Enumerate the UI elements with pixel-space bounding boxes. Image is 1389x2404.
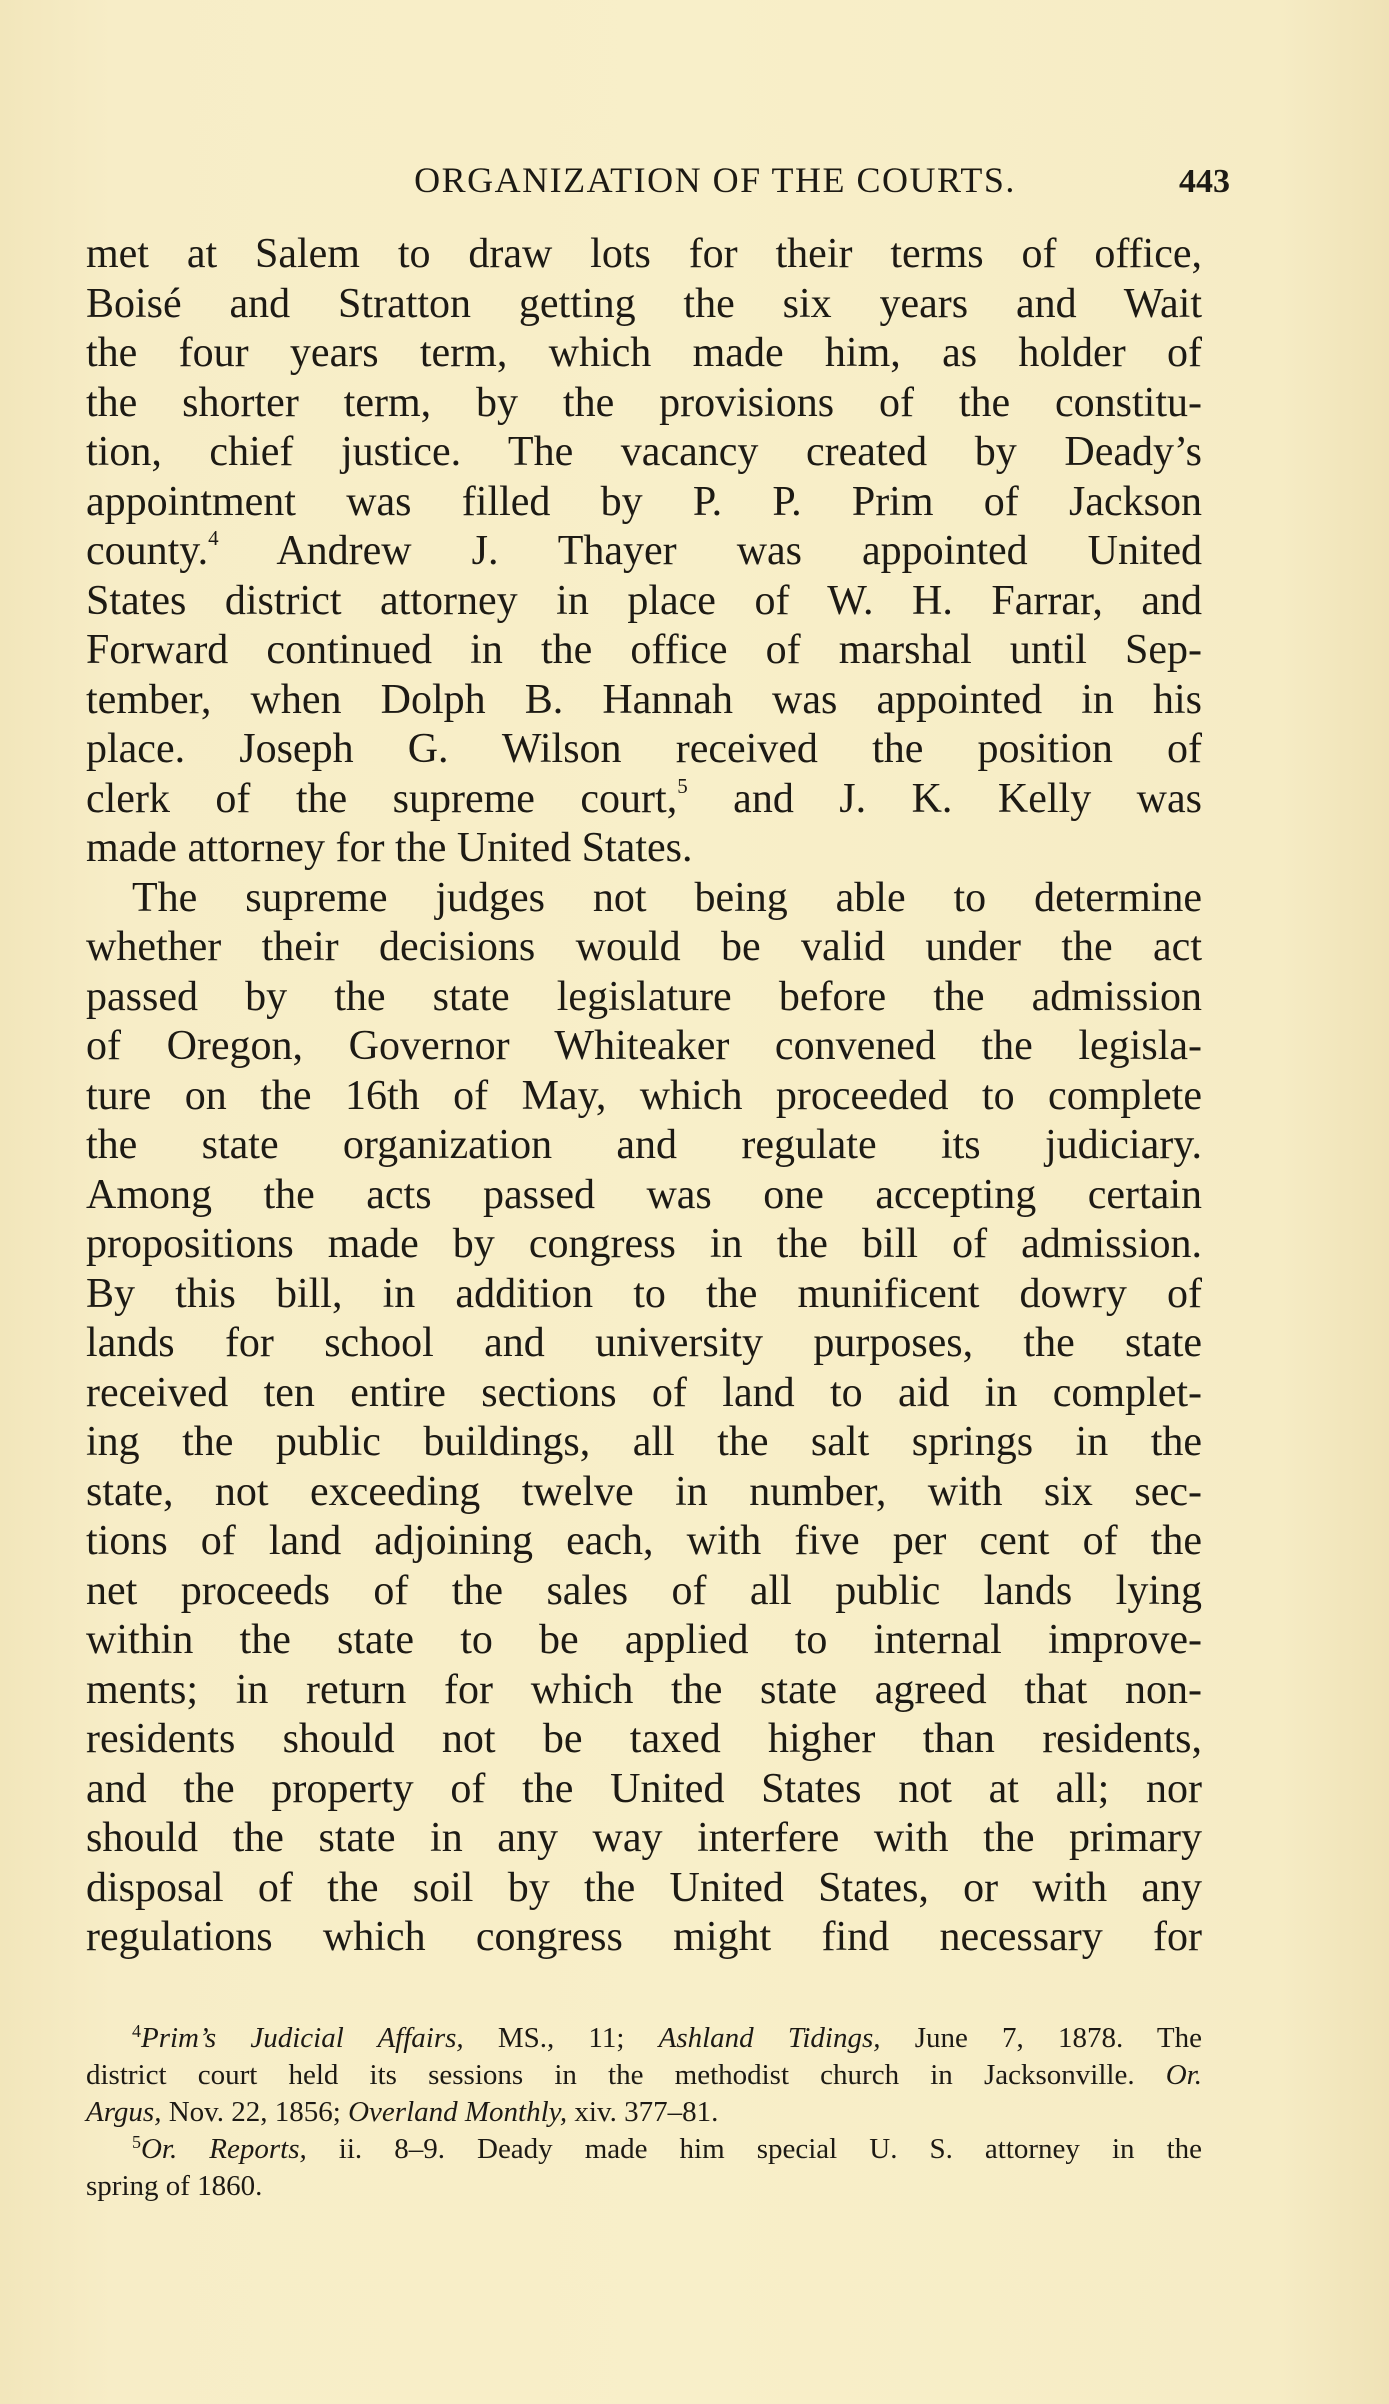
text-line: [86, 527, 1202, 577]
text-line: net proceeds of the sales of all public lands lying: [86, 1567, 1202, 1614]
text-fragment: county.: [86, 528, 209, 574]
text-line: received ten entire sections of land to aid in complet-: [86, 1369, 1202, 1416]
text-line: The supreme judges not being able to determine: [132, 874, 1202, 921]
text-line: the shorter term, by the provisions of the constitu-: [86, 379, 1202, 426]
footnote-4-line: [86, 2020, 1202, 2057]
text-line: tember, when Dolph B. Hannah was appointed in his: [86, 676, 1202, 723]
citation-title: Overland Monthly,: [348, 2096, 568, 2128]
text-line: place. Joseph G. Wilson received the position of: [86, 726, 1202, 772]
text-line: States district attorney in place of W. H. Farrar, and: [86, 577, 1202, 624]
text-line: regulations which congress might find necessary for: [86, 1914, 1202, 1960]
text-line: ing the public buildings, all the salt springs in the: [86, 1419, 1202, 1465]
text-line: tion, chief justice. The vacancy created by Deady’s: [86, 429, 1202, 475]
text-line: Among the acts passed was one accepting certain: [86, 1171, 1202, 1218]
text-line: made attorney for the United States.: [86, 825, 693, 871]
footnote-ref: 5: [677, 773, 688, 798]
body-text: [86, 230, 1202, 1963]
running-head: [0, 158, 1389, 208]
page-number: 443: [1179, 163, 1230, 200]
citation-title: Argus,: [86, 2096, 162, 2128]
text-line: Forward continued in the office of marshal until Sep-: [86, 627, 1202, 673]
text-fragment: xiv. 377–81.: [567, 2096, 719, 2128]
text-line: propositions made by congress in the bill of admission.: [86, 1221, 1202, 1267]
text-line: disposal of the soil by the United States, or with any: [86, 1864, 1202, 1911]
running-title: ORGANIZATION OF THE COURTS.: [414, 160, 1016, 200]
text-line: and the property of the United States not at all; nor: [86, 1765, 1202, 1812]
footnote-mark: 4: [132, 2021, 141, 2042]
text-fragment: and J. K. Kelly was: [733, 775, 1202, 822]
text-line: ture on the 16th of May, which proceeded to complete: [86, 1072, 1202, 1119]
text-line: [86, 775, 1202, 825]
text-line: tions of land adjoining each, with five per cent of the: [86, 1518, 1202, 1564]
text-line: met at Salem to draw lots for their terms of office,: [86, 231, 1202, 277]
footnote-5-line: spring of 1860.: [86, 2170, 263, 2202]
text-line: passed by the state legislature before the admission: [86, 973, 1202, 1020]
text-line: the state organization and regulate its judiciary.: [86, 1122, 1202, 1168]
text-line: within the state to be applied to internal improve-: [86, 1617, 1202, 1663]
footnote-ref: 4: [208, 526, 219, 551]
text-line: should the state in any way interfere with the primary: [86, 1815, 1202, 1861]
text-line: state, not exceeding twelve in number, with six sec-: [86, 1468, 1202, 1515]
text-line: of Oregon, Governor Whiteaker convened the legisla-: [86, 1023, 1202, 1069]
footnote-4-line: [86, 2057, 1202, 2094]
citation-title: Ashland Tidings,: [658, 2022, 881, 2054]
citation-title: Or. Reports,: [140, 2133, 307, 2165]
text-line: By this bill, in addition to the munificent dowry of: [86, 1270, 1202, 1317]
footnote-4-line: [86, 2094, 1202, 2131]
text-fragment: MS., 11;: [463, 2022, 659, 2054]
text-line: ments; in return for which the state agreed that non-: [86, 1666, 1202, 1713]
citation-title: Or.: [1165, 2059, 1202, 2091]
text-fragment: Andrew J. Thayer was appointed United: [276, 528, 1202, 574]
text-fragment: June 7, 1878. The: [880, 2022, 1202, 2054]
text-line: lands for school and university purposes, the state: [86, 1320, 1202, 1366]
text-fragment: district court held its sessions in the methodist church in Jacksonville.: [86, 2059, 1166, 2091]
text-fragment: ii. 8–9. Deady made him special U. S. attorney in the: [306, 2133, 1202, 2165]
footnote-5-line: [86, 2131, 1202, 2168]
footnote-mark: 5: [132, 2132, 141, 2153]
text-line: whether their decisions would be valid under the act: [86, 924, 1202, 970]
text-line: residents should not be taxed higher than residents,: [86, 1716, 1202, 1762]
text-fragment: clerk of the supreme court,: [86, 775, 678, 822]
text-fragment: Nov. 22, 1856;: [161, 2096, 349, 2128]
text-line: Boisé and Stratton getting the six years and Wait: [86, 280, 1202, 327]
text-line: appointment was filled by P. P. Prim of Jackson: [86, 478, 1202, 525]
citation-title: Prim’s Judicial Affairs,: [140, 2022, 464, 2054]
footnotes: [86, 2020, 1202, 2205]
text-line: the four years term, which made him, as holder of: [86, 330, 1202, 376]
